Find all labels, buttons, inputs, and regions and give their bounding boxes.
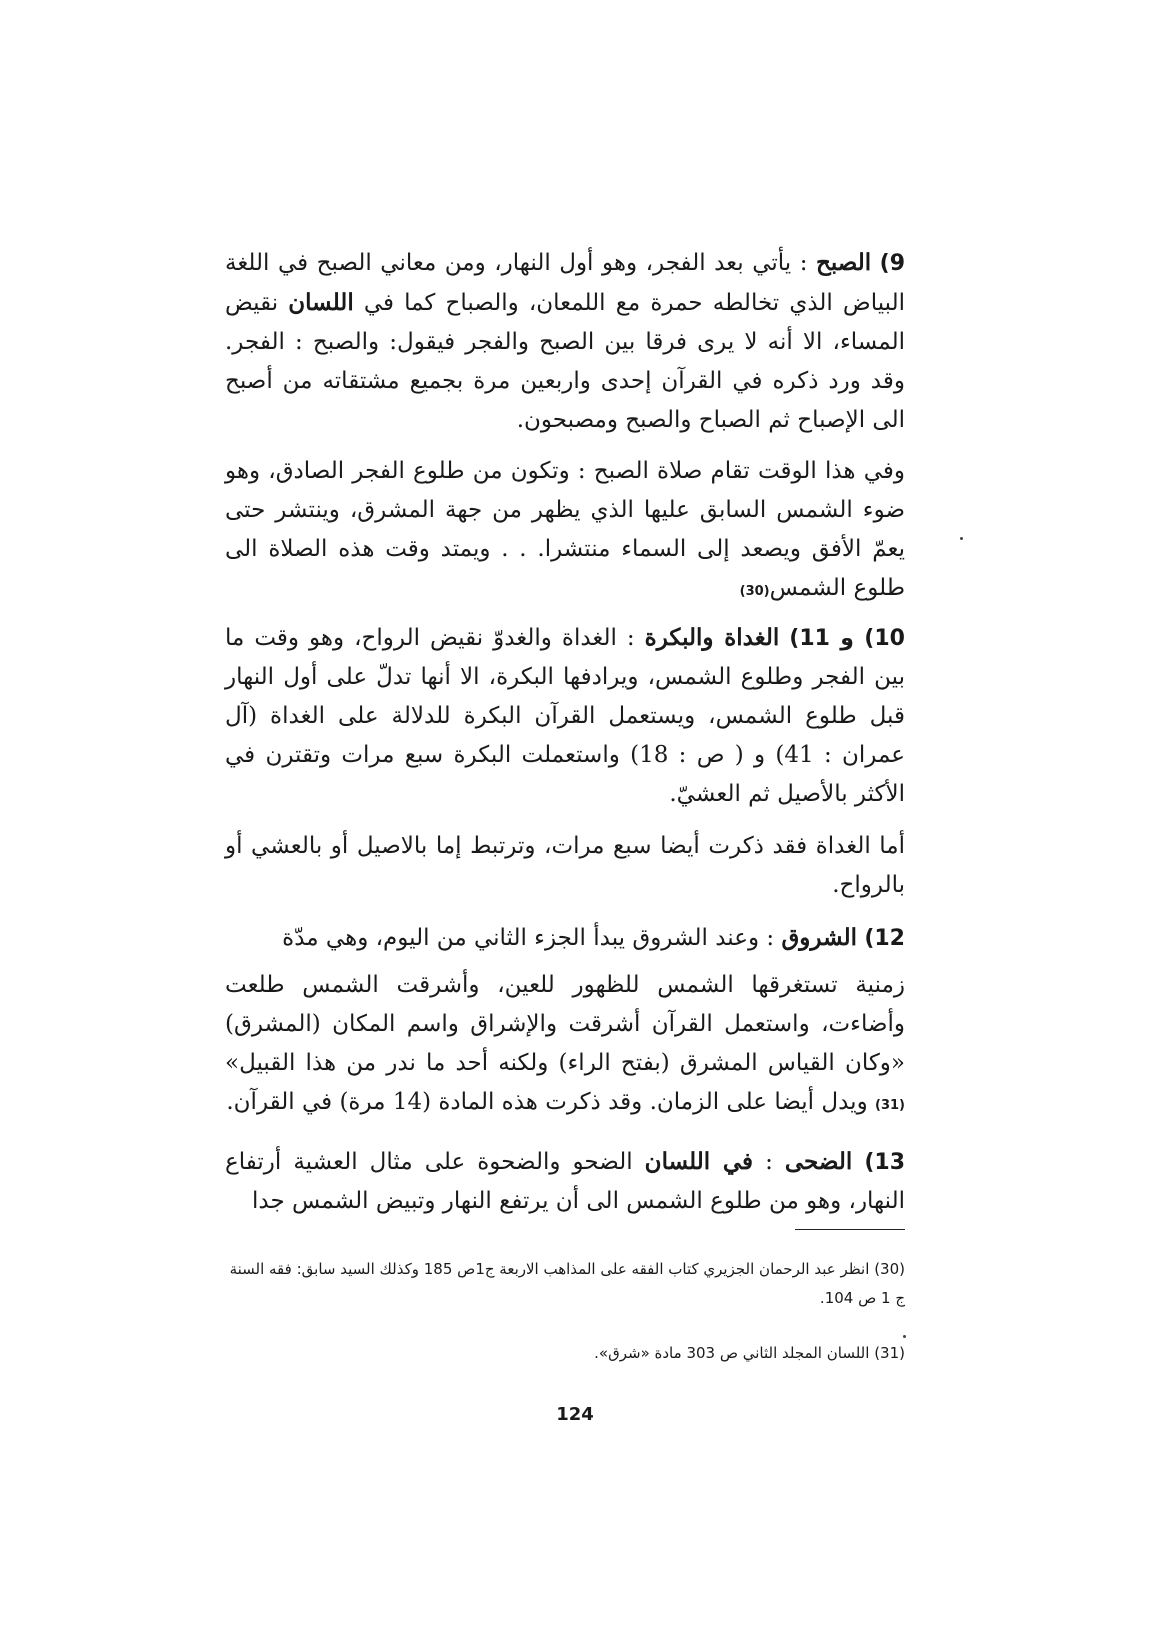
bold-source-word: اللسان bbox=[288, 289, 354, 316]
scan-speck bbox=[903, 1335, 906, 1338]
footnote-reference: (30) bbox=[739, 584, 770, 599]
footnote-divider bbox=[795, 1229, 905, 1230]
paragraph-text: زمنية تستغرقها الشمس للظهور للعين، وأشرقت الشمس طلعت وأضاءت، واستعمل القرآن أشرقت والإشراق واسم المكان (المشرق) «وكان القياس المشرق (بفتح الراء) ولكنه أحد ما ندر من هذا القبيل» bbox=[225, 972, 905, 1076]
bold-source-word: في اللسان bbox=[644, 1148, 754, 1175]
footnote-number: (30) bbox=[874, 1260, 905, 1278]
paragraph-number: 9) bbox=[879, 251, 906, 276]
paragraph-shuruq bbox=[225, 966, 905, 1125]
paragraph-subh-prayer bbox=[225, 452, 905, 611]
paragraph-text: : bbox=[753, 1149, 785, 1175]
scan-speck bbox=[960, 537, 963, 540]
paragraph-text: وفي هذا الوقت تقام صلاة الصبح : وتكون من طلوع الفجر الصادق، وهو ضوء الشمس السابق عليها الذي يظهر من جهة المشرق، وينتشر حتى يعمّ الأفق ويصعد إلى السماء منتشرا. . . ويمتد وقت هذه الصلاة الى طلوع الشمس bbox=[225, 458, 905, 601]
footnote-number: (31) bbox=[874, 1344, 905, 1362]
paragraph-number: 10) و 11) bbox=[789, 626, 905, 651]
paragraph-text: : وعند الشروق يبدأ الجزء الثاني من اليوم، وهي مدّة bbox=[282, 925, 782, 951]
footnote-text: اللسان المجلد الثاني ص 303 مادة «شرق». bbox=[594, 1344, 870, 1362]
paragraph-text: : الغداة والغدوّ نقيض الرواح، وهو وقت ما بين الفجر وطلوع الشمس، ويرادفها البكرة، الا أنها تدلّ على أول النهار قبل طلوع الشمس، ويستعمل القرآن البكرة للدلالة على الغداة (آل عمران : 41) و ( ص : 18) واستعملت البكرة سبع مرات وتقترن في الأكثر بالأصيل ثم العشيّ. bbox=[225, 625, 905, 807]
footnote-item bbox=[225, 1339, 905, 1368]
term-heading: الصبح bbox=[815, 249, 872, 276]
paragraph-number: 13) bbox=[864, 1150, 906, 1175]
footnote-reference: (31) bbox=[875, 1098, 905, 1113]
paragraph-ghadat bbox=[225, 827, 905, 905]
term-heading: الشروق bbox=[781, 924, 857, 951]
paragraph-text: ويدل أيضا على الزمان. وقد ذكرت هذه المادة (14 مرة) في القرآن. bbox=[226, 1089, 875, 1115]
paragraph-text: أما الغداة فقد ذكرت أيضا سبع مرات، وترتبط إما بالاصيل أو بالعشي أو بالرواح. bbox=[225, 833, 905, 898]
paragraph-text: نقيض المساء، الا أنه لا يرى فرقا بين الصبح والفجر فيقول: والصبح : الفجر. وقد ورد ذكره في القرآن إحدى واربعين مرة بجميع مشتقاته من أصبح الى الإصباح ثم الصباح والصبح ومصبحون. bbox=[225, 290, 905, 433]
paragraph-subh bbox=[225, 243, 905, 440]
page-number: 124 bbox=[556, 1404, 594, 1425]
paragraph-number: 12) bbox=[864, 926, 905, 951]
term-heading: الضحى bbox=[784, 1148, 853, 1175]
paragraph-text: : يأتي بعد الفجر، وهو أول النهار، ومن معاني الصبح في اللغة البياض الذي تخالطه حمرة مع اللمعان، والصباح كما في bbox=[225, 250, 905, 316]
paragraph-duha bbox=[225, 1142, 905, 1221]
term-heading: الغداة والبكرة bbox=[644, 624, 780, 651]
paragraph-shuruq-heading bbox=[225, 918, 905, 958]
paragraph-text: الضحو والضحوة على مثال العشية أرتفاع النهار، وهو من طلوع الشمس الى أن يرتفع النهار وتبيض الشمس جدا bbox=[225, 1149, 905, 1214]
footnote-item bbox=[225, 1255, 905, 1313]
footnote-text: انظر عبد الرحمان الجزيري كتاب الفقه على المذاهب الاربعة ج1ص 185 وكذلك السيد سابق: فقه السنة ج 1 ص 104. bbox=[229, 1260, 905, 1307]
paragraph-ghadat-bukra bbox=[225, 618, 905, 814]
